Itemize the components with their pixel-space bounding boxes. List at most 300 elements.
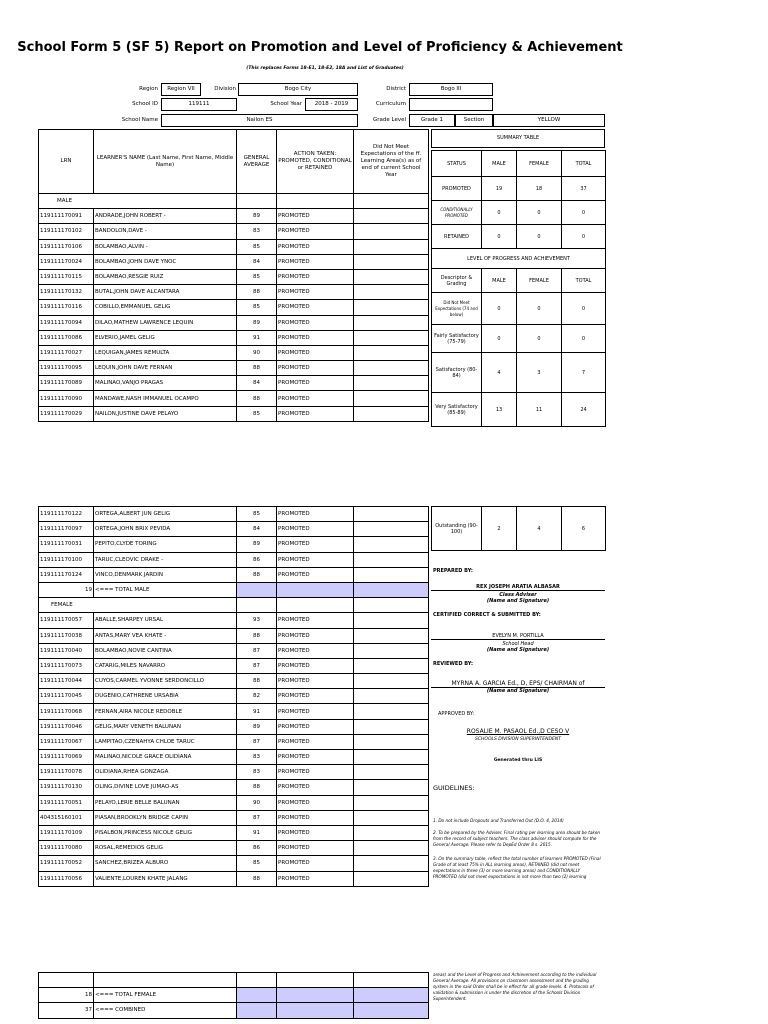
lrn-cell: 119111170038 <box>39 628 94 643</box>
not-meet-cell <box>354 254 429 269</box>
learner-row <box>39 856 429 871</box>
general-average-cell: 88 <box>237 780 277 795</box>
learner-name-cell: PIASAN,BROOKLYN BRIDGE CAPIN <box>94 810 237 825</box>
learner-name-cell: VALIENTE,LOUREN KHATE JALANG <box>94 871 237 886</box>
not-meet-cell <box>354 522 429 537</box>
school-year-field[interactable]: 2018 - 2019 <box>305 98 358 111</box>
learner-name-cell: GELIG,MARY VENETH BALUNAN <box>94 719 237 734</box>
learner-row <box>39 209 429 224</box>
learner-name-cell: LAMPITAO,CZENAHYA CHLOE TARUC <box>94 734 237 749</box>
guideline-2: 2. To be prepared by the Adviser. Final rating per learning area should be taken from the record of subject teachers. The class adviser should compute for the General Average. Please refer to DepEd Order 8 s. 2015. <box>433 830 601 847</box>
action-taken-cell: PROMOTED <box>277 643 354 658</box>
learner-row <box>39 841 429 856</box>
guideline-3-cont <box>433 972 605 1024</box>
general-average-cell: 84 <box>237 376 277 391</box>
general-average-cell: 85 <box>237 406 277 421</box>
learner-name-cell: ROSAL,REMEDIOS GELIG <box>94 841 237 856</box>
action-taken-cell: PROMOTED <box>277 825 354 840</box>
learner-row <box>39 507 429 522</box>
school-year-label: School Year <box>270 101 302 107</box>
level-cell: 0 <box>482 325 517 353</box>
reviewed-label: REVIEWED BY: <box>433 661 473 667</box>
summary-cell: 37 <box>562 177 606 201</box>
summary-cell: 18 <box>517 177 562 201</box>
guideline-3: 3. On the summary table, reflect the total number of learners PROMOTED (Final Grade of at least 75% in ALL learning areas), RETAINED (did not meet expectations in three (3) or more learning areas) and CONDITIONALLY PROMOTED (did not meet expectations in not more than two (2) learning <box>433 856 601 879</box>
lrn-cell: 119111170094 <box>39 315 94 330</box>
general-average-cell: 89 <box>237 209 277 224</box>
level-cell: 0 <box>562 293 606 325</box>
level-row <box>432 325 606 353</box>
reviewer-sub: (Name and Signature) <box>486 688 550 694</box>
guideline-3b: areas) and the Level of Progress and Achievement according to the individual General Average. All provisions on classroom assessment and the grading system in the said Order shall be in effect for all grade levels. <box>433 972 597 989</box>
learner-row <box>39 689 429 704</box>
learner-row <box>39 810 429 825</box>
school-name-label: School Name <box>121 117 158 123</box>
lrn-cell: 119111170102 <box>39 224 94 239</box>
outstanding-male: 2 <box>482 507 517 551</box>
action-taken-cell: PROMOTED <box>277 224 354 239</box>
not-meet-cell <box>354 300 429 315</box>
general-average-cell: 86 <box>237 552 277 567</box>
learner-name-cell: FERNAN,AIRA NICOLE REDOBLE <box>94 704 237 719</box>
learner-row <box>39 628 429 643</box>
general-average-cell: 87 <box>237 643 277 658</box>
learner-row <box>39 765 429 780</box>
school-id-field[interactable]: 119111 <box>161 98 237 111</box>
grade-level-field[interactable]: Grade 1 <box>409 114 455 127</box>
lrn-cell: 119111170109 <box>39 825 94 840</box>
learner-name-cell: BOLAMBAO,RESGIE RUIZ <box>94 269 237 284</box>
summary-row <box>432 177 606 201</box>
not-meet-cell <box>354 795 429 810</box>
lrn-cell: 119111170057 <box>39 613 94 628</box>
learner-name-cell: OLIDIANA,RHEA GONZAGA <box>94 765 237 780</box>
lrn-cell: 119111170027 <box>39 345 94 360</box>
action-taken-cell: PROMOTED <box>277 522 354 537</box>
not-meet-cell <box>354 780 429 795</box>
curriculum-label: Curriculum <box>375 101 406 107</box>
not-meet-cell <box>354 239 429 254</box>
guideline-4: 4. Protocols of validation & submission is under the discretion of the Schools Division Superintendent. <box>433 984 594 1001</box>
lrn-cell: 119111170067 <box>39 734 94 749</box>
outstanding-total: 6 <box>562 507 606 551</box>
col-lrn: LRN <box>39 130 94 194</box>
general-average-cell: 88 <box>237 871 277 886</box>
level-cell: Satisfactory (80-84) <box>432 353 482 393</box>
learner-name-cell: SANCHEZ,BRIZEA ALBURO <box>94 856 237 871</box>
adviser-sub: (Name and Signature) <box>486 598 550 604</box>
general-average-cell: 85 <box>237 507 277 522</box>
learners-table-page1 <box>38 129 429 422</box>
lrn-cell: 119111170078 <box>39 765 94 780</box>
learner-name-cell: BUTAL,JOHN DAVE ALCANTARA <box>94 285 237 300</box>
action-taken-cell: PROMOTED <box>277 613 354 628</box>
action-taken-cell: PROMOTED <box>277 285 354 300</box>
male-section-label: MALE <box>39 194 237 209</box>
division-field[interactable]: Bogo City <box>238 83 358 96</box>
guideline-1: 1. Do not include Dropouts and Transferred Out (D.O. 4, 2014) <box>433 818 564 823</box>
lrn-cell: 119111170069 <box>39 750 94 765</box>
general-average-cell: 88 <box>237 628 277 643</box>
lrn-cell: 119111170089 <box>39 376 94 391</box>
generated-note: Generated thru LIS <box>493 758 543 763</box>
level-cell: 0 <box>517 325 562 353</box>
general-average-cell: 85 <box>237 239 277 254</box>
not-meet-cell <box>354 810 429 825</box>
learner-name-cell: COBILLO,EMMANUEL GELIG <box>94 300 237 315</box>
lrn-cell: 119111170090 <box>39 391 94 406</box>
learner-name-cell: BOLAMBAO,JOHN DAVE YNOC <box>94 254 237 269</box>
learner-name-cell: MALINAO,NICOLE GRACE OLIDIANA <box>94 750 237 765</box>
not-meet-cell <box>354 841 429 856</box>
lrn-cell: 119111170097 <box>39 522 94 537</box>
level-cell: 0 <box>562 325 606 353</box>
page-subtitle: (This replaces Forms 18-E1, 18-E2, 18A and List of Graduates) <box>246 66 404 71</box>
approver-role: SCHOOLS DIVISION SUPERINTENDENT <box>475 737 561 742</box>
learner-name-cell: VINCO,DENMARK JARDIN <box>94 567 237 582</box>
reviewer-name: MYRNA A. GARCIA Ed., D, EPS/ CHAIRMAN of <box>431 680 605 688</box>
not-meet-cell <box>354 537 429 552</box>
summary-cell: CONDITIONALLY PROMOTED <box>432 201 482 225</box>
level-table-outstanding <box>431 506 606 551</box>
action-taken-cell: PROMOTED <box>277 209 354 224</box>
learner-row <box>39 285 429 300</box>
general-average-cell: 91 <box>237 330 277 345</box>
learner-row <box>39 391 429 406</box>
summary-header: STATUS <box>432 151 482 177</box>
general-average-cell: 89 <box>237 315 277 330</box>
learner-name-cell: ORTEGA,JOHN BRIX PEVIDA <box>94 522 237 537</box>
learner-name-cell: ELVERIO,JAMEL GELIG <box>94 330 237 345</box>
level-row <box>432 393 606 427</box>
level-header: Descriptor & Grading <box>432 269 482 293</box>
col-average: GENERAL AVERAGE <box>237 130 277 194</box>
school-name-field[interactable]: Nailon ES <box>161 114 358 127</box>
summary-cell: 0 <box>517 225 562 249</box>
district-label: District <box>386 86 406 92</box>
action-taken-cell: PROMOTED <box>277 628 354 643</box>
lrn-cell: 119111170046 <box>39 719 94 734</box>
general-average-cell: 89 <box>237 537 277 552</box>
lrn-cell: 119111170116 <box>39 300 94 315</box>
general-average-cell: 83 <box>237 765 277 780</box>
section-label: Section <box>455 114 493 127</box>
action-taken-cell: PROMOTED <box>277 361 354 376</box>
lrn-cell: 119111170024 <box>39 254 94 269</box>
level-cell: Fairly Satisfactory (75-79) <box>432 325 482 353</box>
learner-name-cell: LEQUIN,JOHN DAVE FERNAN <box>94 361 237 376</box>
general-average-cell: 86 <box>237 841 277 856</box>
not-meet-cell <box>354 345 429 360</box>
learner-row <box>39 254 429 269</box>
learner-row <box>39 345 429 360</box>
action-taken-cell: PROMOTED <box>277 674 354 689</box>
learner-name-cell: DUGENIO,CATHRENE URSABIA <box>94 689 237 704</box>
not-meet-cell <box>354 224 429 239</box>
not-meet-cell <box>354 689 429 704</box>
action-taken-cell: PROMOTED <box>277 391 354 406</box>
action-taken-cell: PROMOTED <box>277 795 354 810</box>
region-field[interactable]: Region VII <box>161 83 201 96</box>
lrn-cell: 119111170044 <box>39 674 94 689</box>
not-meet-cell <box>354 825 429 840</box>
level-header: FEMALE <box>517 269 562 293</box>
action-taken-cell: PROMOTED <box>277 537 354 552</box>
learner-row <box>39 567 429 582</box>
not-meet-cell <box>354 658 429 673</box>
level-cell: 11 <box>517 393 562 427</box>
not-meet-cell <box>354 643 429 658</box>
certified-label: CERTIFIED CORRECT & SUBMITTED BY: <box>433 612 541 618</box>
learner-row <box>39 643 429 658</box>
action-taken-cell: PROMOTED <box>277 689 354 704</box>
general-average-cell: 88 <box>237 674 277 689</box>
summary-cell: 0 <box>562 201 606 225</box>
lrn-cell: 119111170100 <box>39 552 94 567</box>
lrn-cell: 119111170029 <box>39 406 94 421</box>
action-taken-cell: PROMOTED <box>277 704 354 719</box>
curriculum-field[interactable] <box>409 98 493 111</box>
learners-table-page2 <box>38 506 429 887</box>
approved-label: APPROVED BY: <box>438 711 475 717</box>
guidelines-title: GUIDELINES: <box>433 784 475 792</box>
action-taken-cell: PROMOTED <box>277 841 354 856</box>
level-row <box>432 293 606 325</box>
lrn-cell: 119111170122 <box>39 507 94 522</box>
action-taken-cell: PROMOTED <box>277 406 354 421</box>
summary-header: TOTAL <box>562 151 606 177</box>
level-cell: 4 <box>482 353 517 393</box>
learner-name-cell: BOLAMBAO,NOVIE CANTINA <box>94 643 237 658</box>
not-meet-cell <box>354 209 429 224</box>
level-row <box>432 353 606 393</box>
lrn-cell: 119111170040 <box>39 643 94 658</box>
level-cell: 7 <box>562 353 606 393</box>
learner-row <box>39 871 429 886</box>
general-average-cell: 85 <box>237 300 277 315</box>
not-meet-cell <box>354 330 429 345</box>
lrn-cell: 119111170045 <box>39 689 94 704</box>
general-average-cell: 88 <box>237 361 277 376</box>
summary-cell: RETAINED <box>432 225 482 249</box>
district-field[interactable]: Bogo III <box>409 83 493 96</box>
section-field[interactable]: YELLOW <box>493 114 605 127</box>
general-average-cell: 90 <box>237 345 277 360</box>
learner-row <box>39 674 429 689</box>
level-cell: Did Not Meet Expectations (74 and below) <box>432 293 482 325</box>
not-meet-cell <box>354 376 429 391</box>
not-meet-cell <box>354 628 429 643</box>
lrn-cell: 119111170124 <box>39 567 94 582</box>
school-id-label: School ID <box>132 101 158 107</box>
action-taken-cell: PROMOTED <box>277 567 354 582</box>
general-average-cell: 88 <box>237 567 277 582</box>
learner-row <box>39 780 429 795</box>
action-taken-cell: PROMOTED <box>277 345 354 360</box>
lrn-cell: 119111170086 <box>39 330 94 345</box>
col-not-meet: Did Not Meet Expectations of the ff. Learning Area(s) as of end of current School Year <box>354 130 429 194</box>
general-average-cell: 82 <box>237 689 277 704</box>
level-title: LEVEL OF PROGRESS AND ACHIEVEMENT <box>432 249 606 269</box>
learner-row <box>39 361 429 376</box>
learner-name-cell: PELAYO,LERIE BELLE BALUNAN <box>94 795 237 810</box>
lrn-cell: 404315160101 <box>39 810 94 825</box>
action-taken-cell: PROMOTED <box>277 871 354 886</box>
not-meet-cell <box>354 552 429 567</box>
not-meet-cell <box>354 315 429 330</box>
learner-name-cell: BANDOLON,DAVE - <box>94 224 237 239</box>
not-meet-cell <box>354 285 429 300</box>
division-label: Division <box>214 86 236 92</box>
learner-name-cell: ANDRADE,JOHN ROBERT - <box>94 209 237 224</box>
not-meet-cell <box>354 361 429 376</box>
summary-cell: 0 <box>482 225 517 249</box>
combined-label: <=== COMBINED <box>94 1003 237 1018</box>
combined-count: 37 <box>39 1003 94 1018</box>
action-taken-cell: PROMOTED <box>277 239 354 254</box>
general-average-cell: 87 <box>237 810 277 825</box>
lrn-cell: 119111170056 <box>39 871 94 886</box>
total-male-count: 19 <box>39 582 94 597</box>
lrn-cell: 119111170031 <box>39 537 94 552</box>
action-taken-cell: PROMOTED <box>277 254 354 269</box>
summary-cell: 0 <box>517 201 562 225</box>
not-meet-cell <box>354 507 429 522</box>
level-cell: 24 <box>562 393 606 427</box>
learner-row <box>39 537 429 552</box>
not-meet-cell <box>354 704 429 719</box>
col-action: ACTION TAKEN: PROMOTED, CONDITIONAL or RETAINED <box>277 130 354 194</box>
action-taken-cell: PROMOTED <box>277 780 354 795</box>
lrn-cell: 119111170052 <box>39 856 94 871</box>
level-cell: 0 <box>482 293 517 325</box>
not-meet-cell <box>354 269 429 284</box>
not-meet-cell <box>354 391 429 406</box>
learner-row <box>39 658 429 673</box>
learner-name-cell: DILAO,MATHEW LAWRENCE LEQUIN <box>94 315 237 330</box>
learner-name-cell: ABALLE,SHARPEY URSAL <box>94 613 237 628</box>
learner-row <box>39 719 429 734</box>
learner-row <box>39 825 429 840</box>
summary-header: MALE <box>482 151 517 177</box>
learner-name-cell: PISALBON,PRINCESS NICOLE GELIG <box>94 825 237 840</box>
general-average-cell: 83 <box>237 224 277 239</box>
not-meet-cell <box>354 734 429 749</box>
general-average-cell: 84 <box>237 522 277 537</box>
totals-table <box>38 972 429 1019</box>
action-taken-cell: PROMOTED <box>277 552 354 567</box>
lrn-cell: 119111170051 <box>39 795 94 810</box>
learner-row <box>39 795 429 810</box>
summary-title-box <box>431 129 605 148</box>
total-female-count: 18 <box>39 988 94 1003</box>
general-average-cell: 87 <box>237 734 277 749</box>
not-meet-cell <box>354 613 429 628</box>
action-taken-cell: PROMOTED <box>277 658 354 673</box>
learner-name-cell: ORTEGA,ALBERT JUN GELIG <box>94 507 237 522</box>
general-average-cell: 93 <box>237 613 277 628</box>
learner-name-cell: LEQUIGAN,JAMES REMULTA <box>94 345 237 360</box>
learner-row <box>39 376 429 391</box>
learner-name-cell: CATARIG,MILES NAVARRO <box>94 658 237 673</box>
page-title: School Form 5 (SF 5) Report on Promotion and Level of Proficiency & Achievement <box>17 40 623 55</box>
learner-row <box>39 315 429 330</box>
general-average-cell: 88 <box>237 391 277 406</box>
summary-cell: PROMOTED <box>432 177 482 201</box>
head-sub: (Name and Signature) <box>486 647 550 653</box>
learner-row <box>39 224 429 239</box>
level-header: TOTAL <box>562 269 606 293</box>
level-header: MALE <box>482 269 517 293</box>
learner-name-cell: MALINAO,VANJO PRAGAS <box>94 376 237 391</box>
col-name: LEARNER'S NAME (Last Name, First Name, Middle Name) <box>94 130 237 194</box>
lrn-cell: 119111170068 <box>39 704 94 719</box>
general-average-cell: 85 <box>237 269 277 284</box>
not-meet-cell <box>354 765 429 780</box>
general-average-cell: 88 <box>237 285 277 300</box>
learner-row <box>39 734 429 749</box>
grade-level-label: Grade Level <box>372 117 406 123</box>
learner-name-cell: MANDAWE,NASH IMMANUEL OCAMPO <box>94 391 237 406</box>
general-average-cell: 91 <box>237 825 277 840</box>
summary-cell: 19 <box>482 177 517 201</box>
learner-name-cell: ANTAS,MARY VEA KHATE - <box>94 628 237 643</box>
not-meet-cell <box>354 406 429 421</box>
outstanding-female: 4 <box>517 507 562 551</box>
summary-row <box>432 201 606 225</box>
level-cell: 0 <box>517 293 562 325</box>
action-taken-cell: PROMOTED <box>277 507 354 522</box>
prepared-by-label: PREPARED BY: <box>433 568 473 574</box>
learner-name-cell: NAILON,JUSTINE DAVE PELAYO <box>94 406 237 421</box>
summary-title: SUMMARY TABLE <box>496 135 540 141</box>
learner-row <box>39 406 429 421</box>
approver-name: ROSALIE M. PASAOL Ed.,D CESO V <box>466 728 570 735</box>
lrn-cell: 119111170073 <box>39 658 94 673</box>
action-taken-cell: PROMOTED <box>277 856 354 871</box>
learner-name-cell: TARUC,CLEOVIC DRAKE - <box>94 552 237 567</box>
general-average-cell: 90 <box>237 795 277 810</box>
lrn-cell: 119111170130 <box>39 780 94 795</box>
not-meet-cell <box>354 871 429 886</box>
lrn-cell: 119111170095 <box>39 361 94 376</box>
outstanding-label: Outstanding (90-100) <box>432 507 482 551</box>
learner-name-cell: OLING,DIVINE LOVE JUMAO-AS <box>94 780 237 795</box>
action-taken-cell: PROMOTED <box>277 719 354 734</box>
learner-row <box>39 522 429 537</box>
learner-name-cell: PEPITO,CLYDE TORING <box>94 537 237 552</box>
summary-cell: 0 <box>562 225 606 249</box>
learner-row <box>39 300 429 315</box>
total-male-label: <=== TOTAL MALE <box>94 582 237 597</box>
total-female-label: <=== TOTAL FEMALE <box>94 988 237 1003</box>
action-taken-cell: PROMOTED <box>277 765 354 780</box>
learner-row <box>39 750 429 765</box>
general-average-cell: 89 <box>237 719 277 734</box>
lrn-cell: 119111170106 <box>39 239 94 254</box>
action-taken-cell: PROMOTED <box>277 300 354 315</box>
adviser-name: REX JOSEPH ARATIA ALBASAR <box>431 584 605 591</box>
adviser-role: Class Adviser <box>499 592 537 598</box>
not-meet-cell <box>354 856 429 871</box>
general-average-cell: 85 <box>237 856 277 871</box>
general-average-cell: 91 <box>237 704 277 719</box>
level-cell: 3 <box>517 353 562 393</box>
level-cell: 13 <box>482 393 517 427</box>
learner-row <box>39 239 429 254</box>
not-meet-cell <box>354 750 429 765</box>
learner-row <box>39 613 429 628</box>
